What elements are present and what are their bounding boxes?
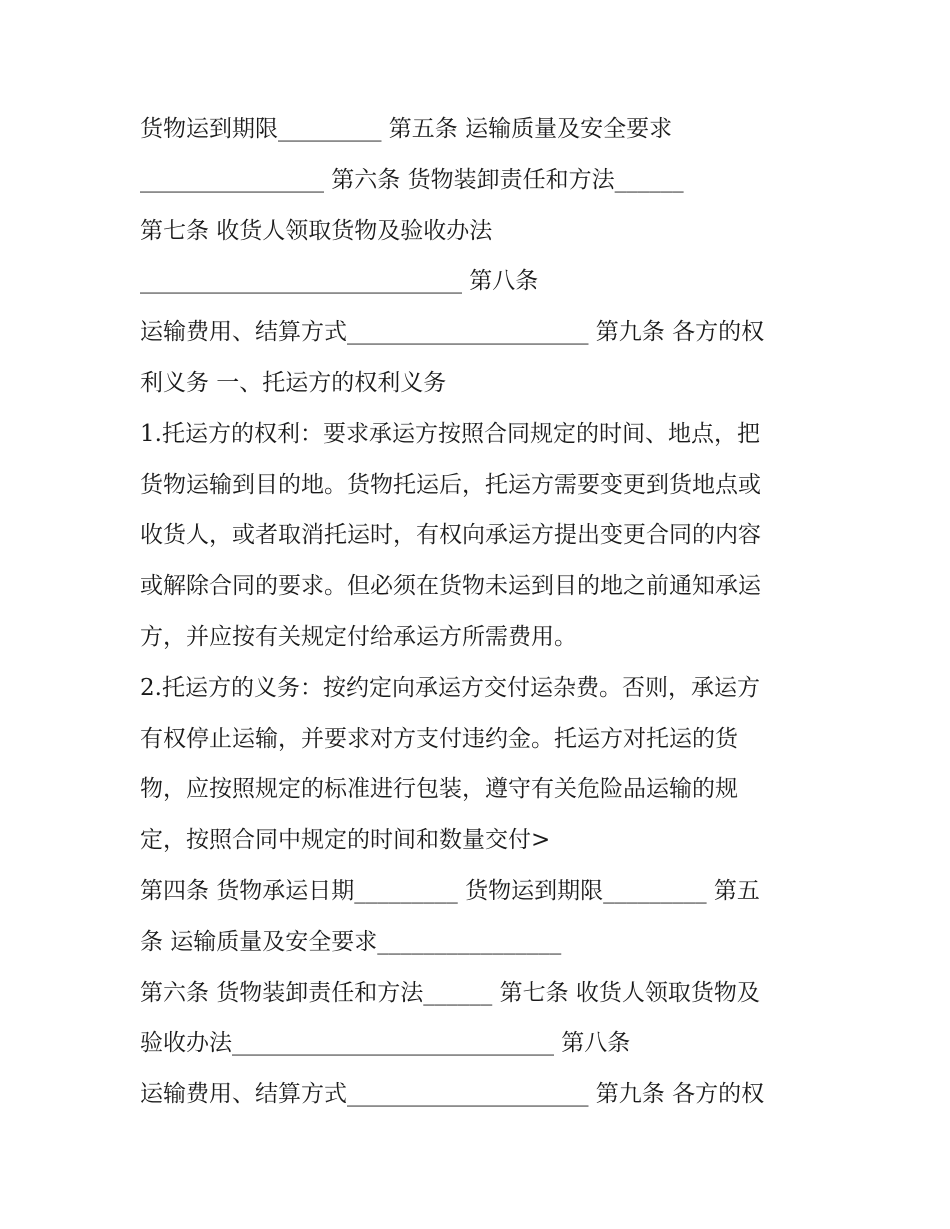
text-line: 1.托运方的权利：要求承运方按照合同规定的时间、地点，把 — [140, 420, 760, 447]
text-line: 第七条 收货人领取货物及验收办法 — [140, 217, 493, 244]
text-line: 验收办法____________________________ 第八条 — [140, 1030, 631, 1057]
text-line: 利义务 一、托运方的权利义务 — [140, 369, 447, 396]
text-line: 运输费用、结算方式_____________________ 第九条 各方的权 — [140, 1081, 765, 1108]
text-line: 或解除合同的要求。但必须在货物未运到目的地之前通知承运 — [140, 573, 761, 600]
text-line: 物，应按照规定的标准进行包装，遵守有关危险品运输的规 — [140, 776, 738, 803]
text-line: 有权停止运输，并要求对方支付违约金。托运方对托运的货 — [140, 725, 738, 752]
text-line: 第四条 货物承运日期_________ 货物运到期限_________ 第五 — [140, 877, 760, 904]
text-line: 2.托运方的义务：按约定向承运方交付运杂费。否则，承运方 — [140, 674, 760, 701]
text-line: 方，并应按有关规定付给承运方所需费用。 — [140, 623, 577, 650]
text-line: 定，按照合同中规定的时间和数量交付> — [140, 827, 551, 854]
text-line: ________________ 第六条 货物装卸责任和方法______ — [140, 166, 684, 193]
text-line: ____________________________ 第八条 — [140, 268, 539, 295]
document-body — [140, 104, 820, 1120]
text-line: 运输费用、结算方式_____________________ 第九条 各方的权 — [140, 319, 765, 346]
text-line: 货物运到期限_________ 第五条 运输质量及安全要求 — [140, 116, 673, 142]
text-line: 条 运输质量及安全要求________________ — [140, 928, 562, 955]
text-line: 第六条 货物装卸责任和方法______ 第七条 收货人领取货物及 — [140, 979, 760, 1006]
text-line: 收货人，或者取消托运时，有权向承运方提出变更合同的内容 — [140, 522, 761, 549]
text-line: 货物运输到目的地。货物托运后，托运方需要变更到货地点或 — [140, 471, 761, 498]
